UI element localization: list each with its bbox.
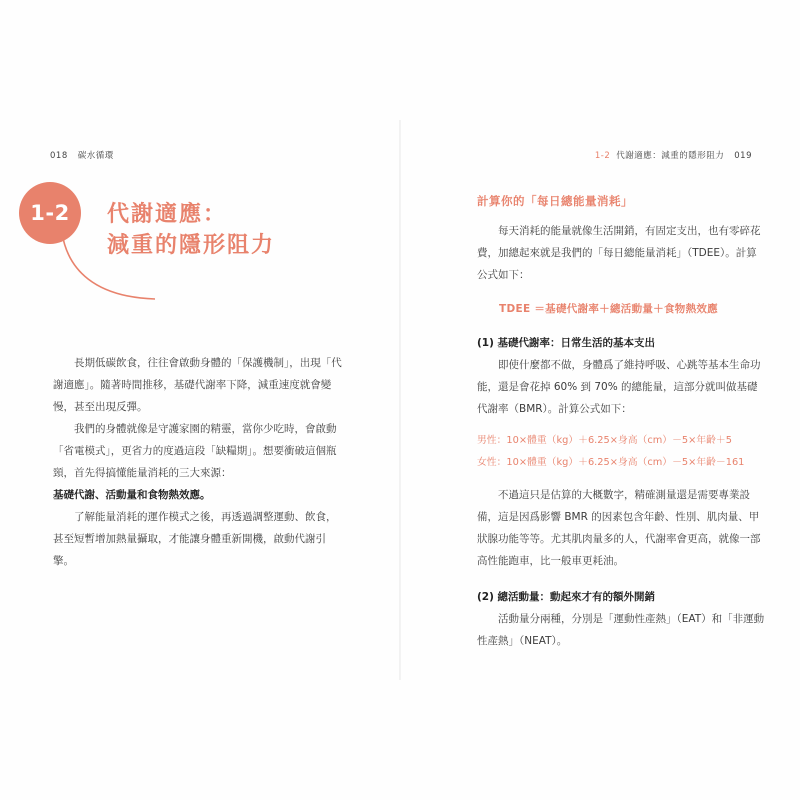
right-body-text [477,190,767,652]
female-bmr-formula: 女性：10×體重（kg）＋6.25×身高（cm）－5×年齡－161 [477,457,745,468]
chapter-title-line-1: 代謝適應： [107,202,228,227]
subheading-activity: (2) 總活動量：動起來才有的額外開銷 [477,591,656,603]
left-body-text [53,352,343,572]
intro-paragraph: 每天消耗的能量就像生活開銷，有固定支出，也有零碎花費，加總起來就是我們的「每日總能量消耗」（TDEE）。計算公式如下： [477,225,761,281]
paragraph-bold: 基礎代謝、活動量和食物熱效應。 [53,489,211,501]
tdee-formula: TDEE ＝基礎代謝率＋總活動量＋食物熱效應 [499,303,718,315]
paragraph: 長期低碳飲食，往往會啟動身體的「保護機制」，出現「代謝適應」。隨著時間推移，基礎代謝率下降，減重速度就會變慢，甚至出現反彈。 [53,357,342,413]
bmr-note-paragraph: 不過這只是估算的大概數字，精確測量還是需要專業設備，這是因爲影響 BMR 的因素包含年齡、性別、肌肉量、甲狀腺功能等等。尤其肌肉量多的人，代謝率會更高，就像一部高性能跑車，比一般車更耗油。 [477,489,761,567]
activity-paragraph: 活動量分兩種，分別是「運動性產熱」（EAT）和「非運動性產熱」（NEAT）。 [477,613,765,647]
book-title: 碳水循環 [77,151,114,161]
left-page-number: 018 [50,151,68,161]
running-head-chapter-title: 代謝適應：減重的隱形阻力 [616,151,725,161]
running-head-chapter-number: 1-2 [594,151,611,161]
subheading-bmr: (1) 基礎代謝率：日常生活的基本支出 [477,337,656,349]
bmr-paragraph: 即使什麼都不做，身體爲了維持呼吸、心跳等基本生命功能，還是會花掉 60% 到 70% 的總能量，這部分就叫做基礎代謝率（BMR）。計算公式如下： [477,359,761,415]
left-running-head [50,149,114,161]
chapter-title-line-2: 減重的隱形阻力 [107,233,276,258]
right-running-head [595,149,752,161]
male-bmr-formula: 男性：10×體重（kg）＋6.25×身高（cm）－5×年齡＋5 [477,435,732,446]
chapter-title [107,199,275,261]
paragraph: 我們的身體就像是守護家園的精靈，當你少吃時，會啟動「省電模式」，更省力的度過這段「缺糧期」。想要衝破這個瓶頸，首先得搞懂能量消耗的三大來源： [53,423,337,479]
chapter-number-badge: 1-2 [19,182,81,244]
right-page-number: 019 [734,151,752,161]
book-gutter [399,120,401,680]
paragraph: 了解能量消耗的運作模式之後，再透過調整運動、飲食，甚至短暫增加熱量攝取，才能讓身體重新開機，啟動代謝引擎。 [53,511,337,567]
section-heading: 計算你的「每日總能量消耗」 [477,194,633,208]
